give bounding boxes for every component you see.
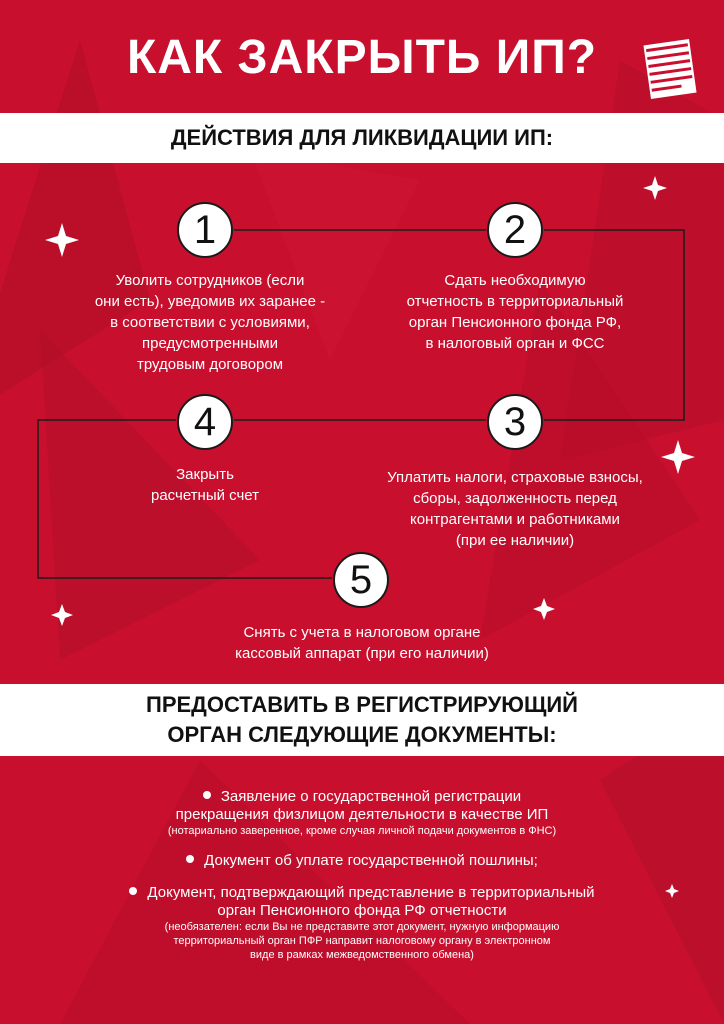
page-title: КАК ЗАКРЫТЬ ИП? xyxy=(126,31,598,84)
step-2-number: 2 xyxy=(487,202,543,258)
step-1-number: 1 xyxy=(177,202,233,258)
step-4-text: Закрыть расчетный счет xyxy=(150,466,260,504)
department-logo xyxy=(641,34,699,104)
step-1-text: Уволить сотрудников (если они есть), уведомив их заранее - в соответствии с условиями, предусмотренными трудовым договором xyxy=(94,272,326,373)
step-3-number: 3 xyxy=(487,394,543,450)
step-5-number: 5 xyxy=(333,552,389,608)
step-2-text: Сдать необходимую отчетность в территориальный орган Пенсионного фонда РФ, в налоговый орган и ФСС xyxy=(406,272,624,352)
bullet-icon xyxy=(129,887,137,895)
section-heading-documents: ПРЕДОСТАВИТЬ В РЕГИСТРИРУЮЩИЙ ОРГАН СЛЕДУЮЩИЕ ДОКУМЕНТЫ: xyxy=(0,684,724,756)
document-item: Документ, подтверждающий представление в территориальный орган Пенсионного фонда РФ отчетности (необязателен: если Вы не представите этот документ, нужную информацию территориальный орган ПФР направит налоговому органу в электронном виде в рамках межведомственного обмена) xyxy=(0,884,724,962)
bullet-icon xyxy=(186,855,194,863)
section-heading-actions: ДЕЙСТВИЯ ДЛЯ ЛИКВИДАЦИИ ИП: xyxy=(0,113,724,163)
step-4-number: 4 xyxy=(177,394,233,450)
documents-list xyxy=(0,788,724,976)
step-5-text: Снять с учета в налоговом органе кассовый аппарат (при его наличии) xyxy=(235,624,489,662)
document-item: Заявление о государственной регистрации прекращения физлицом деятельности в качестве ИП (нотариально заверенное, кроме случая личной подачи документов в ФНС) xyxy=(167,788,557,837)
document-item: Документ об уплате государственной пошлины; xyxy=(0,852,724,870)
step-3-text: Уплатить налоги, страховые взносы, сборы, задолженность перед контрагентами и работниками (при ее наличии) xyxy=(387,469,643,549)
bullet-icon xyxy=(203,791,211,799)
